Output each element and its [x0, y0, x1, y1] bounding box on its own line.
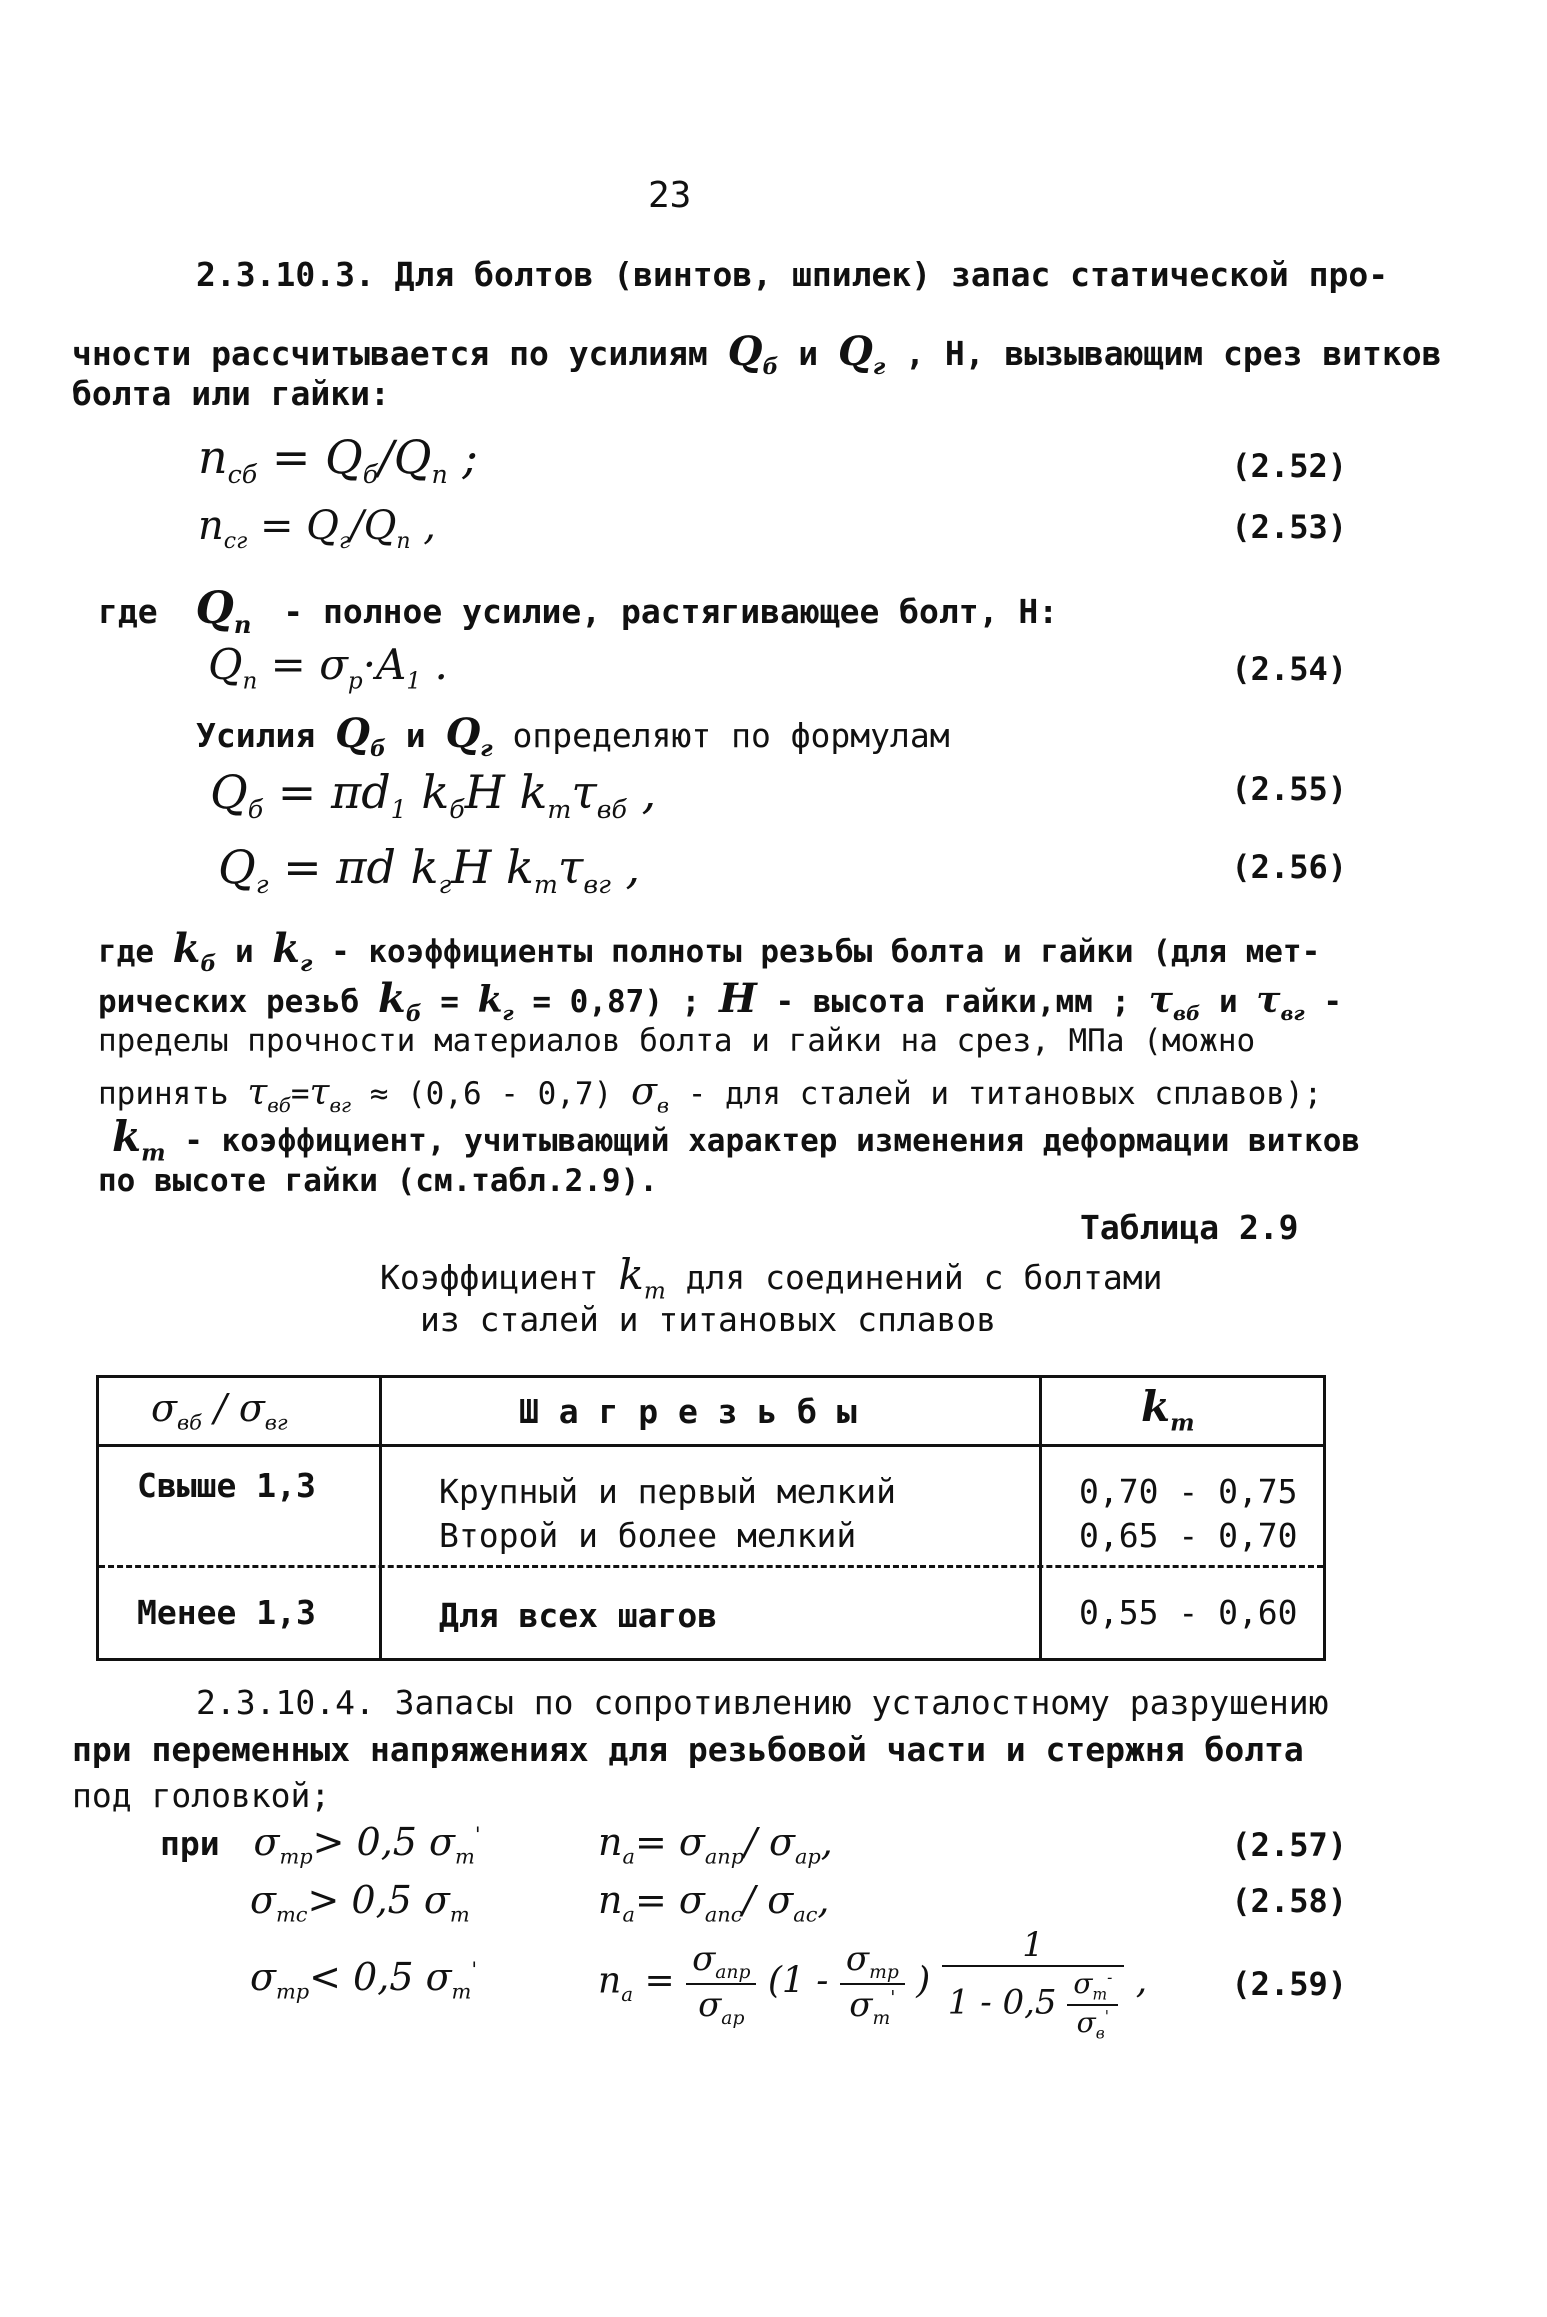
equation-2-54: $Q_п = \sigma_р\cdot A_1$ . [208, 640, 448, 695]
equation-number-2-58: (2.58) [1231, 1882, 1347, 1920]
table-header-thread-pitch: Ш а г р е з ь б ы [519, 1392, 857, 1431]
fraction-one-over-denominator: 1 1 - 0,5 $\frac{\sigma_т^-}{\sigma_в'}$ [942, 1925, 1125, 2042]
equation-2-57-condition: при $\sigma_{mр}> 0,5$ $\sigma_т'$ [160, 1820, 481, 1869]
definition-k-line2: рических резьб $k_б = k_г = 0,87$) ; H - высота гайки,мм ; $\tau_{вб}$ и $\tau_{вг}$ - [98, 975, 1342, 1027]
table-row1-pitch-b: Второй и более мелкий [439, 1516, 857, 1555]
table-row1-pitch-a: Крупный и первый мелкий [439, 1472, 896, 1511]
table-row2-value: 0,55 - 0,60 [1079, 1593, 1298, 1632]
equation-number-2-54: (2.54) [1231, 650, 1347, 688]
fraction-sigma-t-over-sigma-b: $\frac{\sigma_т^-}{\sigma_в'}$ [1067, 1967, 1118, 2042]
definition-k-line5: $k_m$ - коэффициент, учитывающий характер изменения деформации витков [112, 1112, 1361, 1167]
equation-2-53: $n_{сг} = Q_г/Q_п$ , [198, 503, 436, 554]
equation-number-2-59: (2.59) [1231, 1965, 1347, 2003]
table-row1-ratio: Свыше 1,3 [137, 1466, 316, 1505]
definition-k-line4: принять $\tau_{вб}=\tau_{вг} \approx (0,6 - 0,7)$ $\sigma_в$ - для сталей и титановых сплавов); [98, 1069, 1323, 1118]
fraction-sigma-mp-over-sigma-t: $\frac{\sigma_{mр}}{\sigma_т'}$ [840, 1939, 905, 2029]
table-header-ratio: $\sigma_{вб} / \sigma_{вг}$ [151, 1386, 288, 1435]
definition-k-line3: пределы прочности материалов болта и гайки на срез, МПа (можно [98, 1023, 1256, 1059]
para-2-3-10-4-line2: при переменных напряжениях для резьбовой части и стержня болта [72, 1730, 1304, 1769]
equation-number-2-55: (2.55) [1231, 770, 1347, 808]
table-row1-value-b: 0,65 - 0,70 [1079, 1516, 1298, 1555]
para-2-3-10-4-line1: 2.3.10.4. Запасы по сопротивлению усталостному разрушению [196, 1683, 1329, 1722]
equation-number-2-52: (2.52) [1231, 447, 1347, 485]
fraction-sigma-apr-over-sigma-ap: $\frac{\sigma_{aпр}}{\sigma_{aр}}$ [686, 1939, 756, 2029]
para-2-3-10-4-line3: под головкой; [72, 1776, 331, 1815]
table-title-line1: Коэффициент $k_m$ для соединений с болтами [380, 1250, 1163, 1305]
equation-2-59: $n_a$ = $\frac{\sigma_{aпр}}{\sigma_{aр}}$ (1 - $\frac{\sigma_{mр}}{\sigma_т'}$ ) 1 1 - 0,5 $\frac{\sigma_т^-}{\sigma_в'}$ , [598, 1925, 1148, 2043]
table-row2-ratio: Менее 1,3 [137, 1593, 316, 1632]
efforts-text: Усилия $Q_б$ и $Q_г$ определяют по формулам [196, 710, 950, 762]
equation-2-56: $Q_г = \pi d$ $k_гH$ $k_m\tau_{вг}$ , [218, 840, 641, 900]
definition-q-n: где $Q_п$ - полное усилие, растягивающее болт, Н: [98, 583, 1059, 639]
equation-2-59-condition: $\sigma_{mр}< 0,5$ $\sigma_т'$ [250, 1955, 478, 2004]
coefficient-table [96, 1375, 1326, 1661]
equation-number-2-53: (2.53) [1231, 508, 1347, 546]
definition-k-line1: где $k_б$ и $k_г$ - коэффициенты полноты резьбы болта и гайки (для мет- [98, 925, 1321, 977]
equation-number-2-57: (2.57) [1231, 1826, 1347, 1864]
table-row1-value-a: 0,70 - 0,75 [1079, 1472, 1298, 1511]
equation-2-57: $n_a= \sigma_{aпр}/$ $\sigma_{aр}$, [598, 1820, 833, 1869]
equation-number-2-56: (2.56) [1231, 848, 1347, 886]
para-2-3-10-3-line1: 2.3.10.3. Для болтов (винтов, шпилек) запас статической про- [196, 255, 1389, 294]
page-number: 23 [648, 175, 692, 216]
equation-2-58: $n_a= \sigma_{aпс}/$ $\sigma_{aс}$, [598, 1878, 830, 1927]
table-title-line2: из сталей и титановых сплавов [420, 1300, 997, 1339]
definition-k-line6: по высоте гайки (см.табл.2.9). [98, 1163, 658, 1199]
equation-2-58-condition: $\sigma_{mс}> 0,5$ $\sigma_т$ [250, 1878, 470, 1927]
table-header-km: $k_m$ [1141, 1382, 1195, 1437]
equation-2-52: $n_{сб} = Q_б/Q_п$ ; [198, 430, 478, 490]
equation-2-55: $Q_б = \pi d_1$ $k_бH$ $k_m\tau_{вб}$ , [210, 765, 657, 825]
table-row2-pitch: Для всех шагов [439, 1596, 718, 1635]
table-label: Таблица 2.9 [1080, 1208, 1299, 1247]
para-2-3-10-3-line3: болта или гайки: [72, 374, 390, 413]
para-2-3-10-3-line2: чности рассчитывается по усилиям $Q_б$ и $Q_г$ , Н, вызывающим срез витков [72, 328, 1442, 380]
